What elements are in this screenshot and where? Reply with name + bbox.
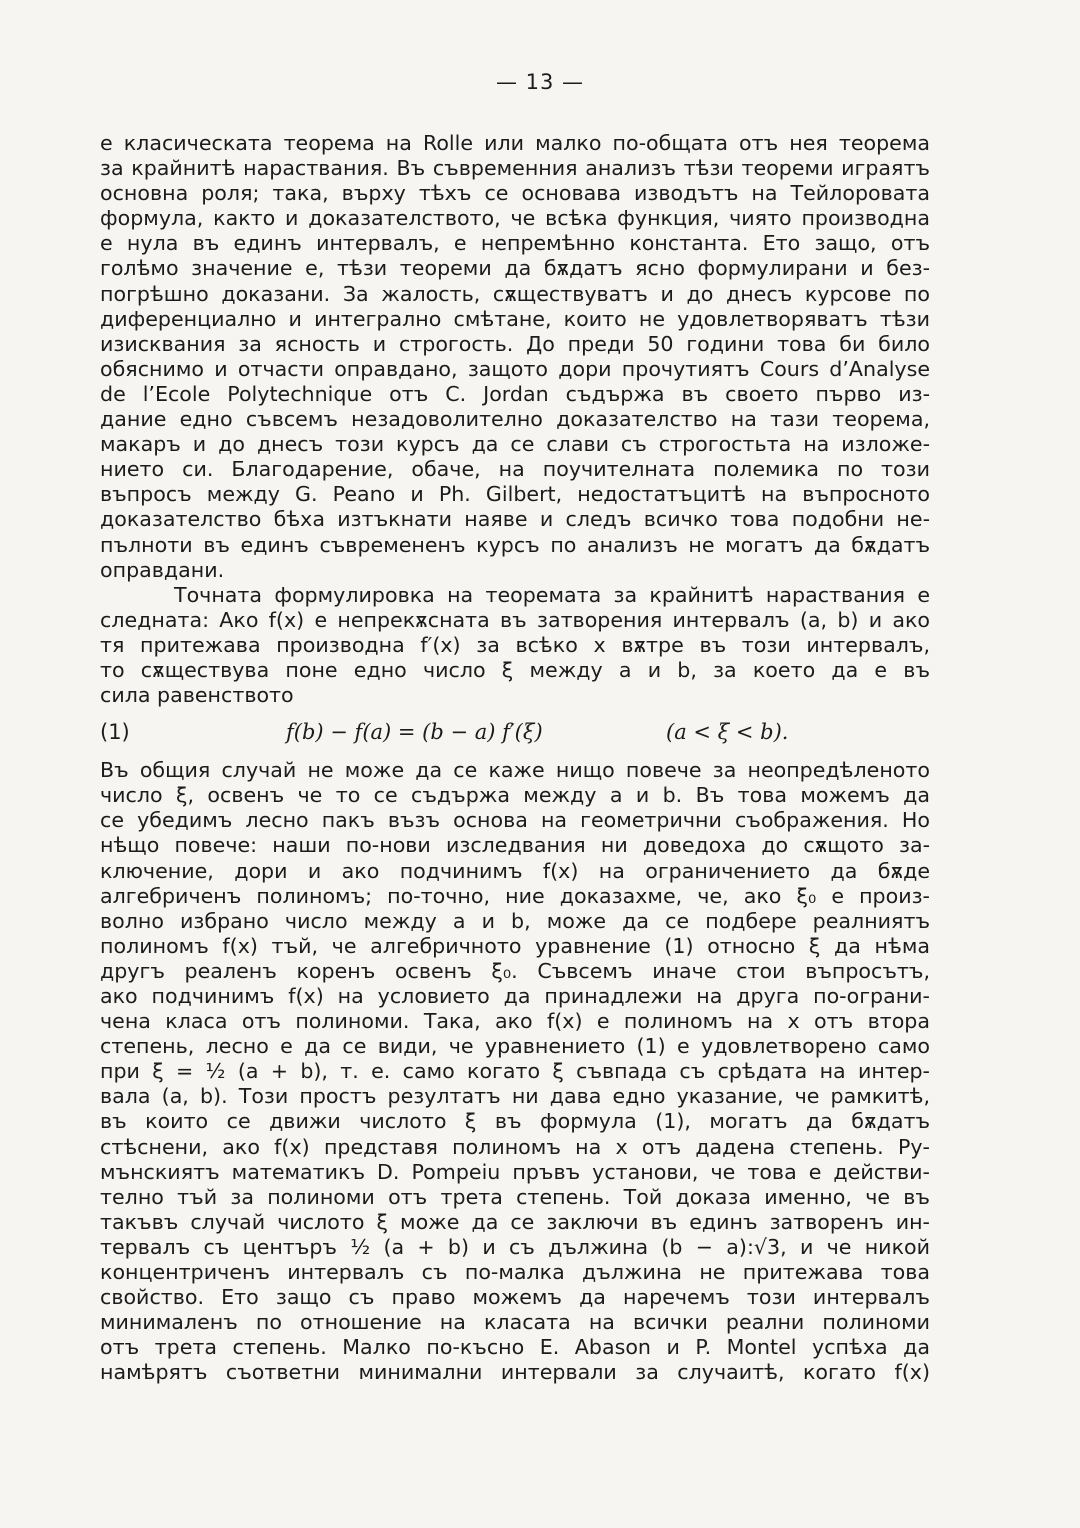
text-line: de l’Ecole Polytechnique отъ C. Jordan съдържа въ своето първо из- [100,381,930,406]
text-line: степень, лесно е да се види, че уравнението (1) е удовлетворено само [100,1034,930,1059]
text-line: ако подчинимъ f(x) на условието да принадлежи на друга по-ограни- [100,984,930,1008]
text-line: Въ общия случай не може да се каже нищо повече за неопредѣленото [100,758,930,783]
equation-1 [100,708,930,758]
text-line: телно тъй за полиноми отъ трета степень. Той доказа именно, че въ [100,1184,930,1209]
text-line: нѣщо повече: наши по-нови изследвания ни доведоха до сѫщото за- [100,833,930,858]
text-line: въпросъ между G. Peano и Ph. Gilbert, недостатъцитѣ на въпросното [100,482,930,507]
paragraph-3 [100,758,930,1385]
text-line: за крайнитѣ нараствания. Въ съвременния анализъ тѣзи теореми играятъ [100,156,930,181]
paragraph-2 [100,583,930,708]
text-line: сила равенството [100,683,294,708]
text-line: мънскиятъ математикъ D. Pompeiu пръвъ установи, че това е действи- [100,1159,930,1184]
text-line: доказателство бѣха изтъкнати наяве и следъ всичко това подобни не- [100,507,930,532]
equation-body: f(b) − f(a) = (b − a) f′(ξ) [286,720,543,745]
text-line: тя притежава производна f′(x) за всѣко x вѫтре въ този интервалъ, [100,632,930,657]
text-line: ключение, дори и ако подчинимъ f(x) на ограничението да бѫде [100,858,930,883]
text-line: число ξ, освенъ че то се съдържа между a и b. Въ това можемъ да [100,783,930,808]
text-line: чена класа отъ полиноми. Така, ако f(x) е полиномъ на x отъ втора [100,1009,930,1034]
equation-condition: (a < ξ < b). [666,720,789,745]
text-line: минималенъ по отношение на класата на всички реални полиноми [100,1310,930,1335]
text-line: волно избрано число между a и b, може да се подбере реалниятъ [100,908,930,933]
text-line: Точната формулировка на теоремата за крайнитѣ нараствания е [174,582,930,607]
text-line: оправдани. [100,557,225,582]
text-line: полиномъ f(x) тъй, че алгебричното уравнение (1) относно ξ да нѣма [100,933,930,958]
text-line: при ξ = ½ (a + b), т. е. само когато ξ съвпада съ срѣдата на интер- [100,1059,930,1084]
text-line: макаръ и до днесъ този курсъ да се слави съ строгостьта на изложе- [100,432,930,457]
text-line: свойство. Ето защо съ право можемъ да наречемъ този интервалъ [100,1285,930,1310]
text-line: пълноти въ единъ съвремененъ курсъ по анализъ не могатъ да бѫдатъ [100,532,930,557]
text-line: стѣснени, ако f(x) представя полиномъ на x отъ дадена степень. Ру- [100,1134,930,1159]
text-line: такъвъ случай числото ξ може да се заключи въ единъ затворенъ ин- [100,1209,930,1234]
text-line: другъ реаленъ коренъ освенъ ξ₀. Съвсемъ иначе стои въпросътъ, [100,958,930,983]
paragraph-1 [100,131,930,583]
body-text [100,131,930,1386]
text-line: обяснимо и отчасти оправдано, защото дори прочутиятъ Cours d’Analyse [100,356,930,381]
text-line: формула, както и доказателството, че всѣка функция, чиято производна [100,206,930,231]
text-line: се убедимъ лесно пакъ възъ основа на геометрични съображения. Но [100,808,930,833]
text-line: е нула въ единъ интервалъ, е непремѣнно константа. Ето защо, отъ [100,231,930,256]
text-line: отъ трета степень. Малко по-късно E. Abason и P. Montel успѣха да [100,1335,930,1360]
page-number: — 13 — [495,70,585,94]
text-line: дание едно съвсемъ незадоволително доказателство на тази теорема, [100,407,930,432]
text-line: въ които се движи числото ξ въ формула (1), могатъ да бѫдатъ [100,1109,930,1134]
text-line: то сѫществува поне едно число ξ между a и b, за което да е въ [100,657,930,682]
text-line: изисквания за ясность и строгость. До преди 50 години това би било [100,331,930,356]
text-line: концентриченъ интервалъ съ по-малка дължина не притежава това [100,1260,930,1285]
text-line: намѣрятъ съответни минимални интервали за случаитѣ, когато f(x) [100,1360,930,1385]
text-line: тервалъ съ центъръ ½ (a + b) и съ дължина (b − a):√3, и че никой [100,1234,930,1259]
text-line: погрѣшно доказани. За жалость, сѫществуватъ и до днесъ курсове по [100,281,930,306]
text-line: следната: Ако f(x) е непрекѫсната въ затворения интервалъ (a, b) и ако [100,607,930,632]
text-line: вала (a, b). Този простъ резултатъ ни дава едно указание, че рамкитѣ, [100,1084,930,1109]
text-line: нието си. Благодарение, обаче, на поучителната полемика по този [100,457,930,482]
equation-number: (1) [100,720,130,745]
text-line: основна роля; така, върху тѣхъ се основава изводътъ на Тейлоровата [100,181,930,206]
text-line: е класическата теорема на Rolle или малко по-общата отъ нея теорема [100,131,930,155]
text-line: диференциално и интегрално смѣтане, които не удовлетворяватъ тѣзи [100,306,930,331]
text-line: голѣмо значение е, тѣзи теореми да бѫдатъ ясно формулирани и без- [100,256,930,281]
text-line: алгебриченъ полиномъ; по-точно, ние доказахме, че, ако ξ₀ е произ- [100,883,930,908]
